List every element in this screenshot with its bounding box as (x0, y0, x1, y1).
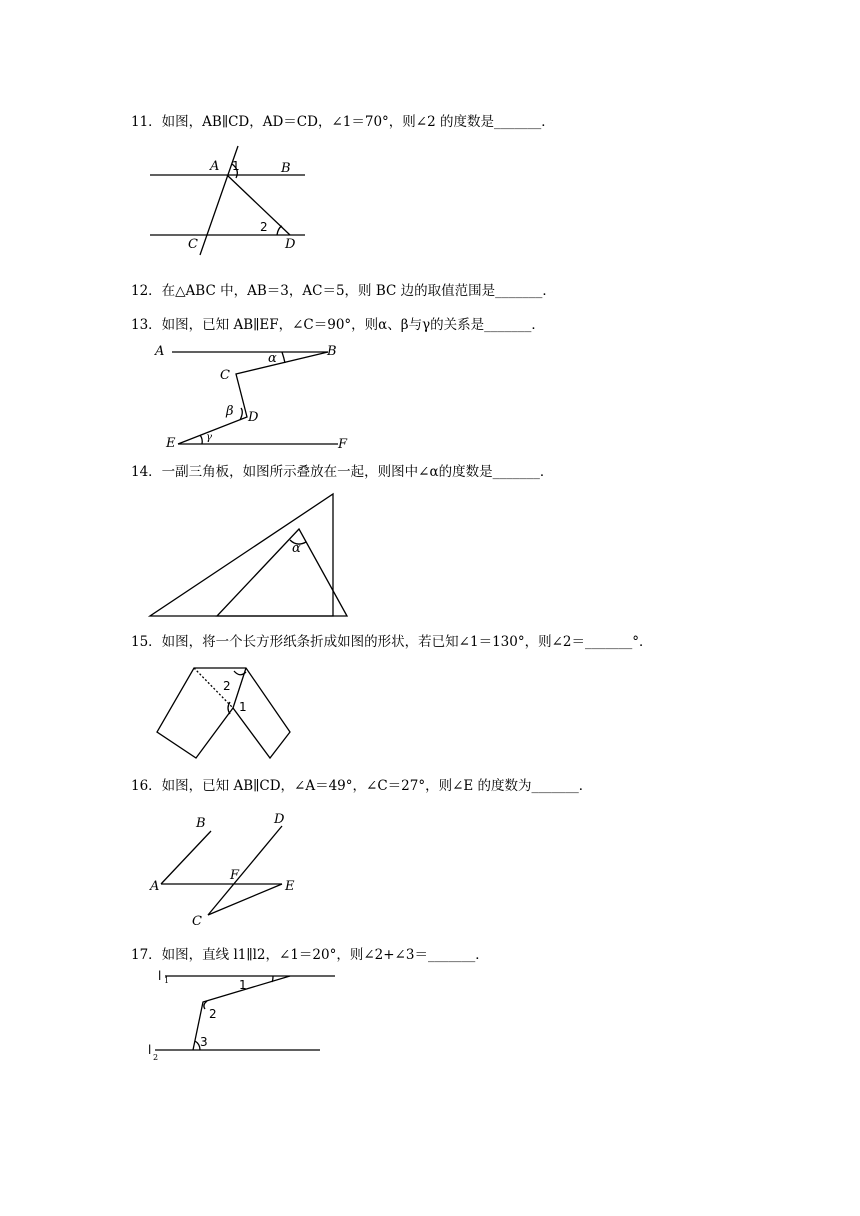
question-14-text: 14．一副三角板，如图所示叠放在一起，则图中∠α的度数是_______． (131, 464, 554, 480)
figure-16 (145, 810, 310, 930)
label-l2-subscript: 2 (153, 1053, 159, 1062)
label-gamma: γ (206, 432, 212, 443)
label-beta: β (226, 404, 234, 419)
question-16-text: 16．如图，已知 AB∥CD，∠A＝49°，∠C＝27°，则∠E 的度数为_______． (131, 778, 593, 794)
line-ab (161, 831, 211, 884)
label-l1: l (158, 969, 162, 983)
label-b: B (327, 344, 337, 359)
label-l2: l (148, 1043, 152, 1057)
label-angle-3: 3 (200, 1035, 208, 1049)
question-13-text: 13．如图，已知 AB∥EF，∠C＝90°，则α、β与γ的关系是_______． (131, 317, 545, 333)
angle-1-arc (228, 702, 230, 714)
path-bcde (178, 352, 328, 444)
label-d: D (248, 410, 259, 425)
label-angle-1: 1 (239, 978, 247, 992)
label-c: C (220, 368, 230, 383)
angle-1-arc (272, 976, 273, 982)
label-a: A (150, 879, 160, 894)
label-c: C (188, 237, 198, 252)
label-f: F (230, 868, 240, 883)
label-d: D (274, 812, 285, 827)
line-cd (208, 826, 282, 915)
label-angle-1: 1 (232, 159, 240, 173)
label-angle-2: 2 (209, 1007, 217, 1021)
figure-11 (140, 140, 310, 255)
label-angle-2: 2 (223, 679, 231, 693)
label-alpha: α (268, 351, 277, 366)
triangle-30-60 (150, 494, 333, 616)
label-a: A (210, 159, 220, 174)
question-11-text: 11．如图，AB∥CD，AD＝CD，∠1＝70°，则∠2 的度数是_______． (131, 114, 555, 130)
line-ce (208, 884, 282, 915)
label-angle-2: 2 (260, 220, 268, 234)
angle-beta-arc (240, 408, 242, 420)
label-c: C (192, 914, 202, 929)
label-e: E (166, 436, 176, 451)
angle-alpha-arc (282, 352, 285, 363)
label-angle-1: 1 (239, 700, 247, 714)
label-d: D (285, 237, 296, 252)
label-l1-subscript: 1 (164, 976, 170, 985)
angle-gamma-arc (200, 435, 202, 444)
question-12-text: 12．在△ABC 中，AB＝3，AC＝5，则 BC 边的取值范围是_______． (131, 283, 556, 299)
segment-ad (227, 175, 290, 235)
label-b: B (281, 161, 291, 176)
label-f: F (338, 437, 348, 452)
label-b: B (196, 816, 206, 831)
figure-14 (145, 490, 355, 620)
label-e: E (285, 879, 295, 894)
label-a: A (155, 344, 165, 359)
figure-17 (145, 968, 340, 1064)
figure-13 (150, 338, 360, 453)
triangle-45 (217, 529, 347, 616)
question-17-text: 17．如图，直线 l1∥l2，∠1＝20°，则∠2+∠3＝_______． (131, 947, 489, 963)
question-15-text: 15．如图，将一个长方形纸条折成如图的形状，若已知∠1＝130°，则∠2＝_______°． (131, 634, 653, 650)
label-alpha: α (292, 541, 301, 556)
figure-15 (150, 660, 300, 760)
